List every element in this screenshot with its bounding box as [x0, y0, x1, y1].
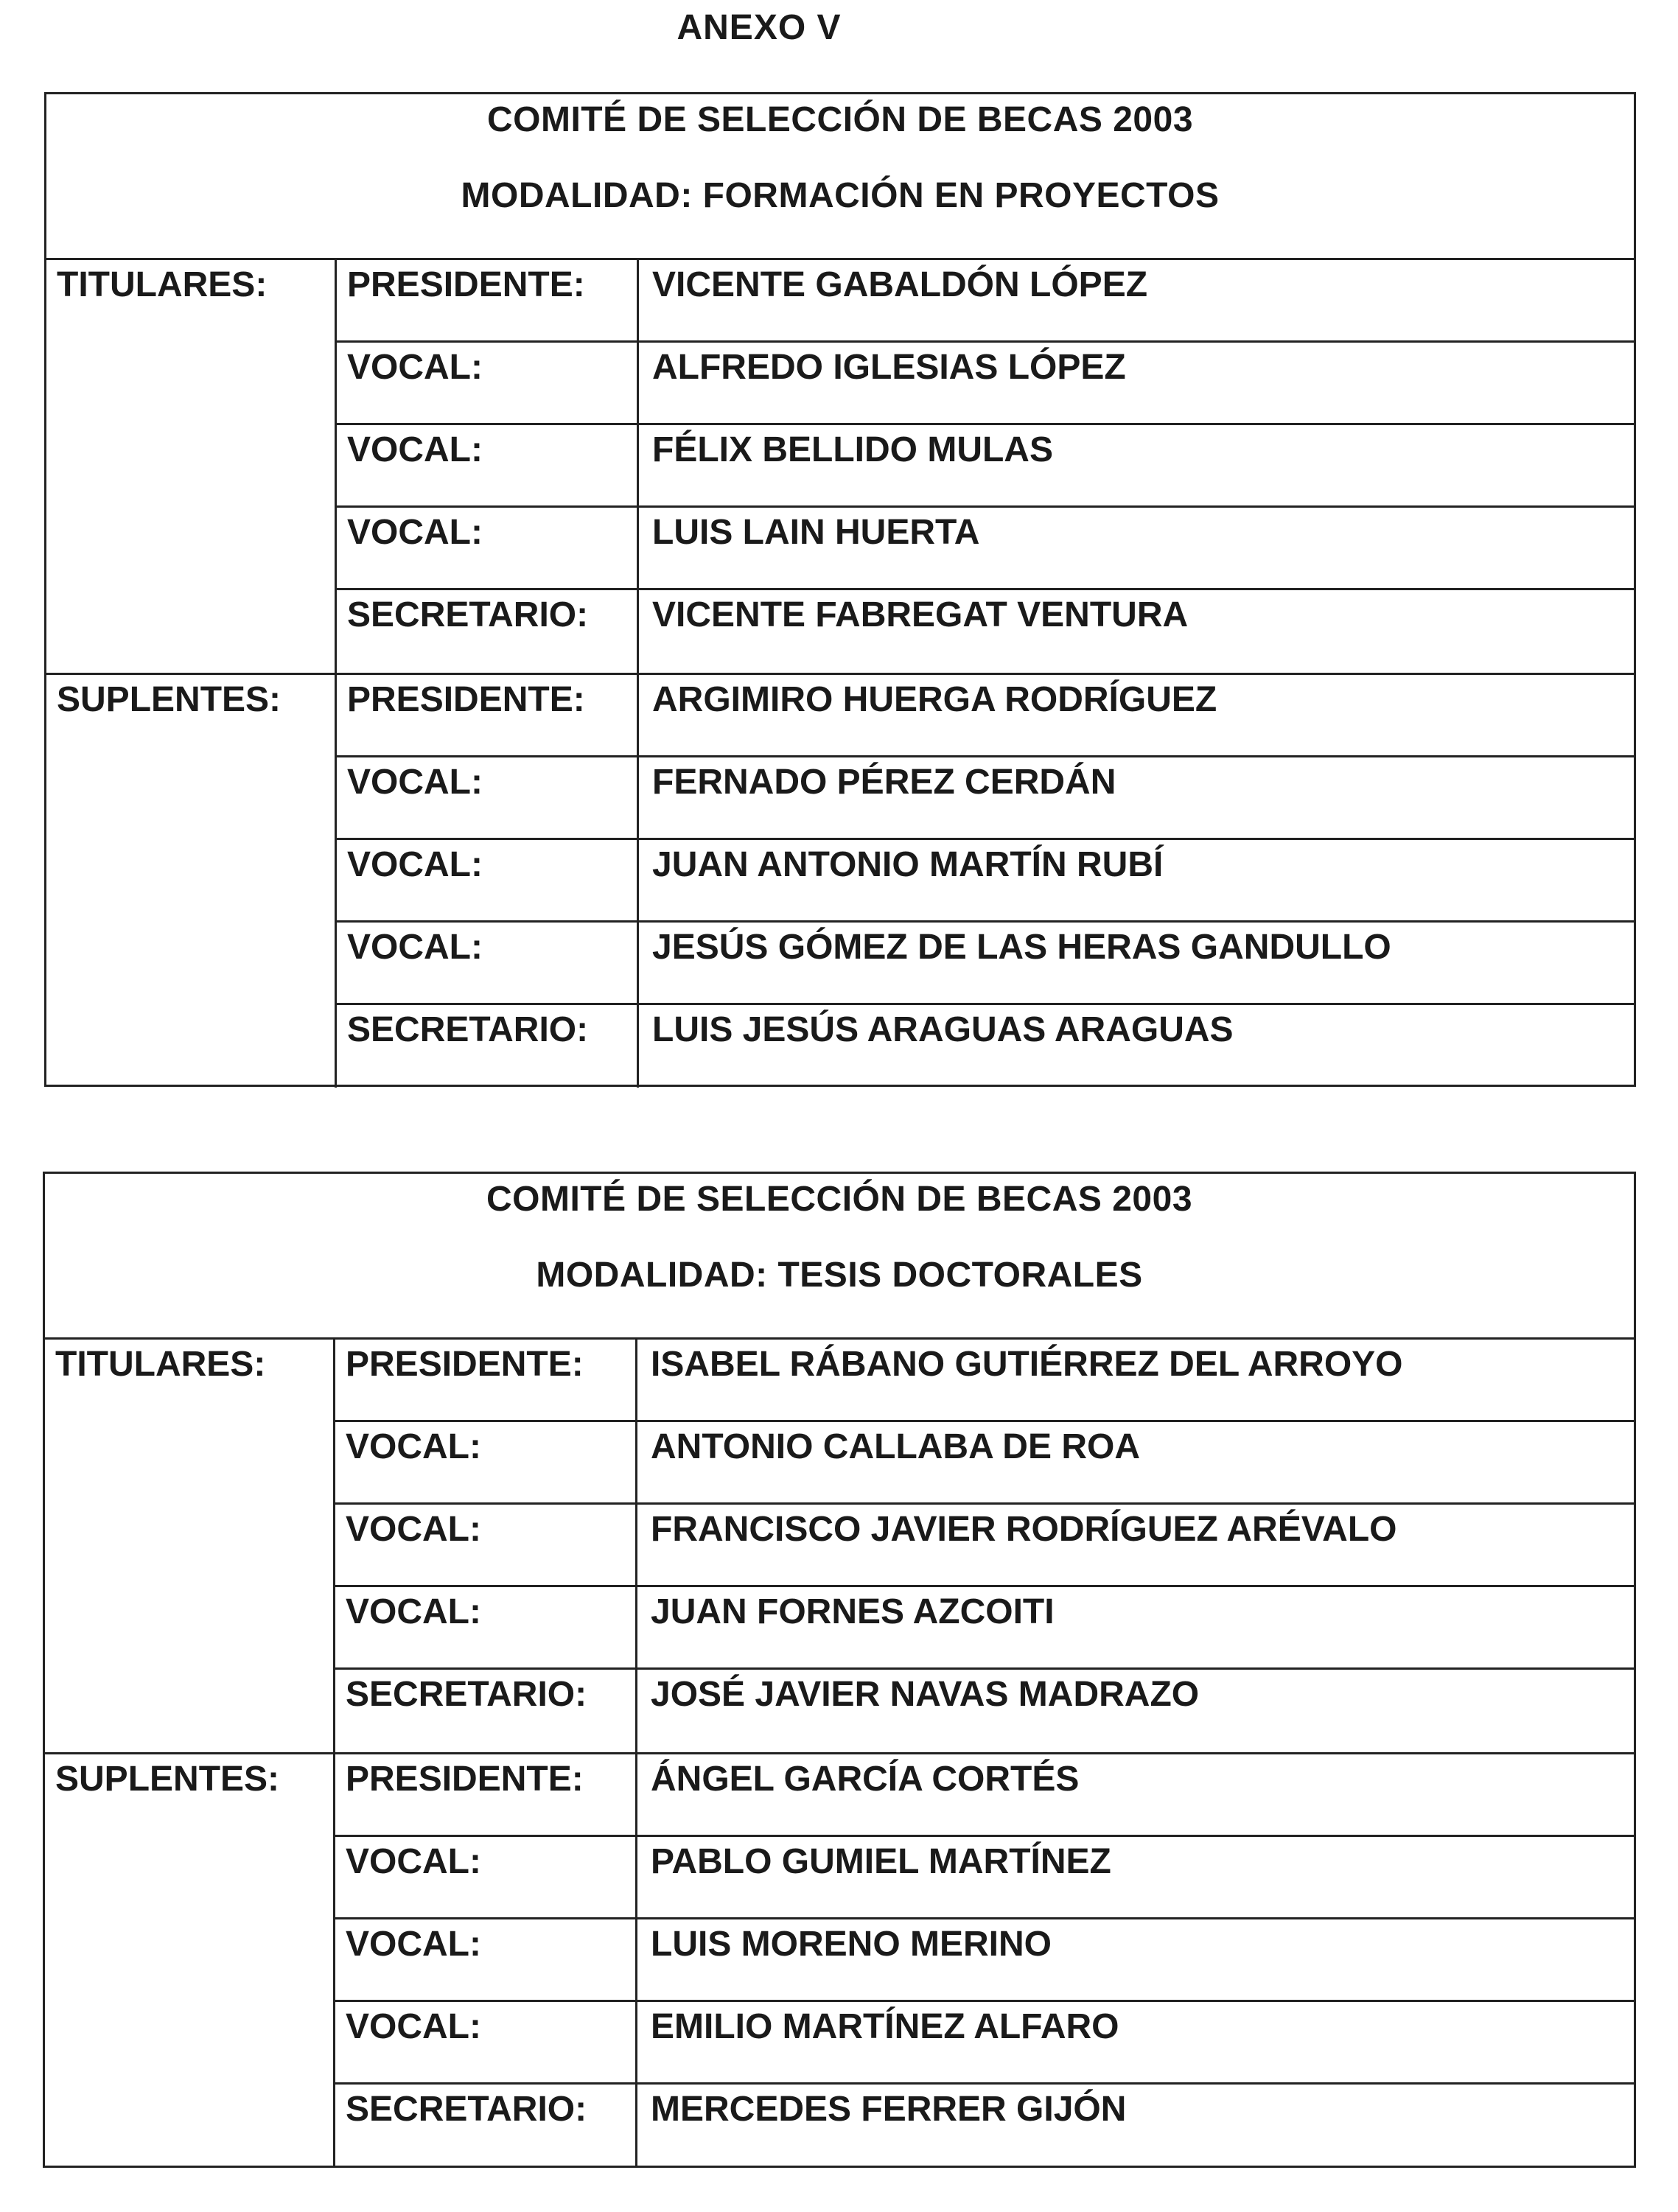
member-name: ISABEL RÁBANO GUTIÉRREZ DEL ARROYO [651, 1345, 1403, 1384]
member-role: VOCAL: [337, 840, 639, 920]
member-role: VOCAL: [335, 1422, 637, 1502]
member-role: VOCAL: [335, 1919, 637, 2000]
member-row [335, 1670, 1634, 1752]
member-row [335, 1587, 1634, 1670]
member-name: PABLO GUMIEL MARTÍNEZ [651, 1842, 1111, 1881]
member-name: EMILIO MARTÍNEZ ALFARO [651, 2007, 1119, 2046]
member-name: ALFREDO IGLESIAS LÓPEZ [652, 348, 1126, 387]
member-name: ARGIMIRO HUERGA RODRÍGUEZ [652, 680, 1217, 719]
member-row [335, 1422, 1634, 1505]
member-role: VOCAL: [337, 757, 639, 838]
group-label: SUPLENTES: [45, 1754, 335, 2167]
member-role: SECRETARIO: [337, 590, 639, 673]
member-row [335, 2002, 1634, 2085]
committee-table-proyectos [44, 92, 1636, 1087]
committee-header [46, 94, 1634, 260]
group-suplentes [45, 1754, 1634, 2167]
member-role: PRESIDENTE: [335, 1754, 637, 1835]
member-name: JUAN ANTONIO MARTÍN RUBÍ [652, 845, 1164, 884]
group-label: TITULARES: [45, 1340, 335, 1752]
member-name: FRANCISCO JAVIER RODRÍGUEZ ARÉVALO [651, 1510, 1397, 1549]
member-role: SECRETARIO: [337, 1005, 639, 1088]
committee-table-tesis [43, 1172, 1636, 2168]
member-role: VOCAL: [335, 1505, 637, 1585]
member-row [335, 2085, 1634, 2167]
member-role: VOCAL: [337, 508, 639, 588]
member-row [335, 1340, 1634, 1422]
member-role: VOCAL: [335, 1587, 637, 1667]
member-row [337, 840, 1634, 923]
group-titulares [46, 260, 1634, 675]
member-row [337, 343, 1634, 425]
committee-modality: MODALIDAD: FORMACIÓN EN PROYECTOS [461, 176, 1220, 215]
member-role: VOCAL: [337, 343, 639, 423]
member-name: JESÚS GÓMEZ DE LAS HERAS GANDULLO [652, 928, 1391, 967]
member-row [337, 757, 1634, 840]
member-row [335, 1505, 1634, 1587]
committee-header [45, 1174, 1634, 1340]
page-title: ANEXO V [677, 8, 842, 47]
member-name: LUIS LAIN HUERTA [652, 513, 980, 552]
group-label: SUPLENTES: [46, 675, 337, 1088]
group-suplentes [46, 675, 1634, 1088]
member-name: MERCEDES FERRER GIJÓN [651, 2090, 1127, 2129]
member-role: VOCAL: [337, 923, 639, 1003]
member-row [337, 425, 1634, 508]
member-name: VICENTE GABALDÓN LÓPEZ [652, 265, 1148, 304]
member-name: FÉLIX BELLIDO MULAS [652, 430, 1053, 469]
member-role: VOCAL: [335, 1837, 637, 1917]
member-name: VICENTE FABREGAT VENTURA [652, 595, 1189, 634]
member-row [337, 590, 1634, 673]
group-titulares [45, 1340, 1634, 1754]
member-row [337, 260, 1634, 343]
member-role: PRESIDENTE: [337, 260, 639, 340]
member-name: ANTONIO CALLABA DE ROA [651, 1427, 1140, 1466]
member-role: PRESIDENTE: [337, 675, 639, 755]
group-label: TITULARES: [46, 260, 337, 673]
committee-heading: COMITÉ DE SELECCIÓN DE BECAS 2003 [486, 1180, 1193, 1219]
committee-heading: COMITÉ DE SELECCIÓN DE BECAS 2003 [486, 100, 1194, 139]
member-row [337, 923, 1634, 1005]
member-name: LUIS MORENO MERINO [651, 1925, 1052, 1964]
member-role: PRESIDENTE: [335, 1340, 637, 1420]
member-role: VOCAL: [337, 425, 639, 505]
member-row [337, 508, 1634, 590]
member-role: VOCAL: [335, 2002, 637, 2082]
member-row [337, 1005, 1634, 1088]
member-row [335, 1919, 1634, 2002]
member-row [335, 1837, 1634, 1919]
member-name: JOSÉ JAVIER NAVAS MADRAZO [651, 1675, 1200, 1714]
committee-modality: MODALIDAD: TESIS DOCTORALES [536, 1256, 1143, 1295]
member-role: SECRETARIO: [335, 1670, 637, 1752]
member-name: ÁNGEL GARCÍA CORTÉS [651, 1760, 1080, 1799]
member-name: JUAN FORNES AZCOITI [651, 1592, 1055, 1631]
member-row [335, 1754, 1634, 1837]
member-role: SECRETARIO: [335, 2085, 637, 2167]
member-name: LUIS JESÚS ARAGUAS ARAGUAS [652, 1010, 1234, 1049]
member-row [337, 675, 1634, 757]
member-name: FERNADO PÉREZ CERDÁN [652, 763, 1116, 802]
